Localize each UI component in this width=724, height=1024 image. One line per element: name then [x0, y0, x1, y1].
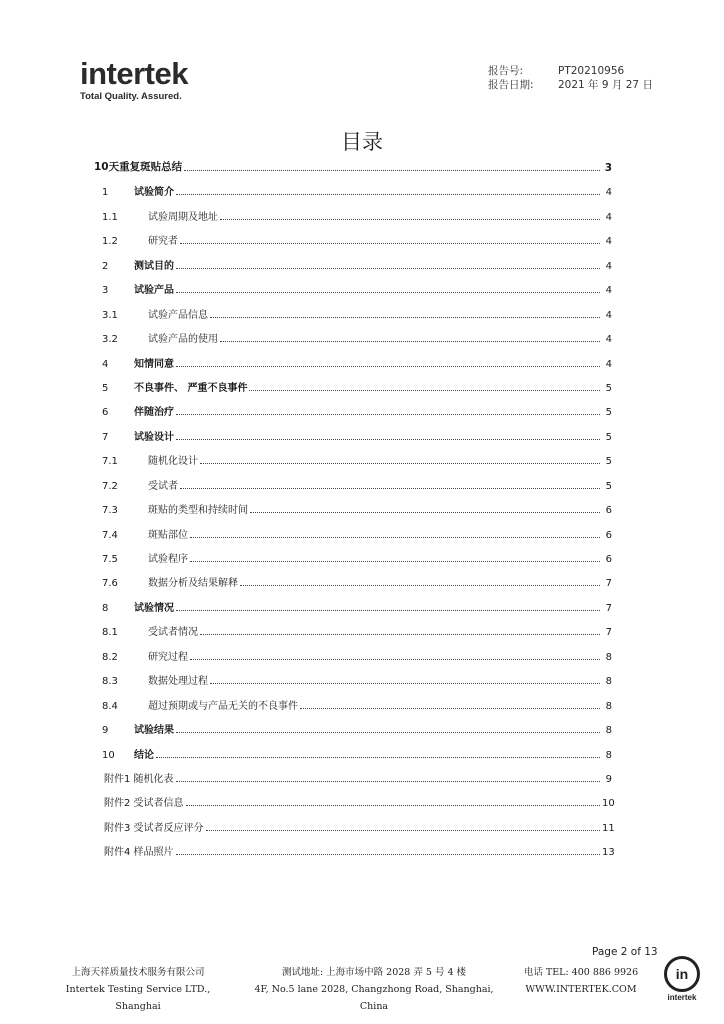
toc-dot-leader — [184, 170, 600, 171]
toc-entry-title: 试验周期及地址 — [148, 211, 218, 223]
toc-entry-number: 5 — [102, 382, 109, 394]
toc-entry-number: 2 — [102, 260, 109, 272]
toc-entry[interactable] — [94, 345, 612, 369]
toc-entry-number: 10 — [102, 749, 115, 761]
toc-entry-title: 附件1 随机化表 — [104, 773, 174, 785]
toc-entry-page: 6 — [605, 505, 612, 517]
toc-entry-page: 10 — [602, 798, 615, 810]
toc-dot-leader — [156, 757, 600, 758]
toc-entry[interactable] — [94, 394, 612, 418]
toc-entry-title: 试验产品信息 — [148, 309, 208, 321]
toc-dot-leader — [206, 830, 600, 831]
toc-entry-page: 6 — [605, 554, 612, 565]
toc-entry-page: 4 — [605, 260, 612, 272]
toc-entry[interactable] — [94, 565, 612, 589]
logo-tagline: Total Quality. Assured. — [80, 91, 182, 102]
toc-entry-number: 7.5 — [102, 554, 118, 565]
toc-entry-page: 13 — [602, 847, 615, 859]
toc-entry-title: 结论 — [134, 749, 154, 761]
toc-entry-number: 9 — [102, 725, 109, 737]
toc-entry-page: 6 — [605, 529, 612, 541]
toc-entry-title: 试验产品 — [134, 285, 174, 297]
toc-entry-number: 3 — [102, 285, 109, 297]
toc-dot-leader — [240, 585, 600, 586]
toc-entry[interactable] — [94, 247, 612, 271]
toc-entry[interactable] — [94, 785, 615, 810]
toc-entry-number: 7.1 — [102, 456, 118, 468]
toc-entry-page: 4 — [605, 309, 612, 321]
toc-dot-leader — [200, 634, 600, 635]
toc-dot-leader — [190, 561, 600, 562]
toc-entry-page: 3 — [604, 162, 612, 174]
toc-entry[interactable] — [94, 467, 612, 491]
toc-entry-title: 试验简介 — [134, 187, 174, 199]
toc-entry-number: 4 — [102, 358, 109, 370]
logo-wordmark: intertek — [80, 56, 188, 91]
toc-entry-title: 附件3 受试者反应评分 — [104, 822, 204, 834]
toc-entry[interactable] — [94, 834, 615, 859]
toc-entry-page: 5 — [605, 407, 612, 419]
report-date: 2021 年 9 月 27 日 — [558, 79, 653, 91]
toc-entry[interactable] — [94, 516, 612, 540]
toc-entry-title: 附件2 受试者信息 — [104, 798, 184, 810]
toc-entry[interactable] — [94, 712, 612, 736]
toc-entry-page: 4 — [605, 236, 612, 248]
toc-entry-title: 受试者情况 — [148, 627, 198, 639]
seal-circle: in — [664, 956, 700, 992]
toc-entry-page: 4 — [605, 334, 612, 346]
toc-entry-page: 8 — [605, 676, 612, 688]
toc-entry-page: 7 — [605, 627, 612, 639]
toc-entry-number: 1 — [102, 187, 109, 199]
toc-entry-number: 8.4 — [102, 700, 118, 712]
toc-dot-leader — [176, 610, 600, 611]
toc-dot-leader — [176, 194, 600, 195]
toc-entry-page: 4 — [605, 285, 612, 297]
toc-entry-title: 10天重复斑贴总结 — [94, 161, 183, 173]
toc-entry-title: 研究过程 — [148, 651, 188, 663]
toc-entry-number: 1.1 — [102, 211, 118, 223]
toc-dot-leader — [210, 317, 600, 318]
toc-entry[interactable] — [94, 370, 612, 394]
toc-entry-page: 5 — [605, 431, 612, 443]
toc-entry[interactable] — [94, 614, 612, 638]
toc-entry[interactable] — [94, 443, 612, 467]
toc-entry-page: 5 — [605, 480, 612, 492]
toc-dot-leader — [176, 366, 600, 367]
toc-entry-title: 试验产品的使用 — [148, 334, 218, 346]
intertek-logo — [80, 58, 188, 102]
toc-entry-number: 1.2 — [102, 236, 118, 248]
toc-entry-number: 8.1 — [102, 627, 118, 639]
toc-entry-page: 8 — [605, 725, 612, 737]
toc-entry-number: 7 — [102, 431, 109, 443]
toc-dot-leader — [220, 219, 600, 220]
toc-entry-page: 8 — [605, 700, 612, 712]
toc-entry-number: 7.3 — [102, 505, 118, 517]
seal-wordmark: intertek — [667, 993, 697, 1002]
toc-entry-number: 3.1 — [102, 309, 118, 321]
toc-entry[interactable] — [94, 663, 612, 687]
toc-entry[interactable] — [94, 761, 612, 785]
toc-entry-title: 研究者 — [148, 236, 178, 248]
toc-entry-page: 11 — [602, 822, 615, 834]
toc-dot-leader — [250, 512, 600, 513]
toc-entry-number: 8.2 — [102, 651, 118, 663]
toc-dot-leader — [190, 659, 600, 660]
toc-dot-leader — [176, 268, 600, 269]
address-en: 4F, No.5 lane 2028, Changzhong Road, Shanghai, China — [254, 984, 494, 1012]
toc-entry[interactable] — [94, 492, 612, 516]
toc-entry[interactable] — [94, 687, 612, 711]
company-en: Intertek Testing Service LTD., Shanghai — [65, 984, 211, 1012]
toc-entry-page: 5 — [605, 382, 612, 394]
toc-entry-title: 试验程序 — [148, 554, 188, 565]
toc-entry-page: 7 — [605, 602, 612, 614]
toc-entry-page: 7 — [605, 578, 612, 590]
toc-entry[interactable] — [94, 541, 612, 565]
toc-entry-page: 9 — [605, 773, 612, 785]
toc-entry-number: 8.3 — [102, 676, 118, 688]
toc-entry-title: 试验情况 — [134, 602, 174, 614]
toc-dot-leader — [220, 341, 600, 342]
toc-entry[interactable] — [94, 296, 612, 320]
intertek-seal-icon — [662, 956, 702, 1006]
toc-entry-title: 伴随治疗 — [134, 407, 174, 419]
toc-entry-title: 受试者 — [148, 480, 178, 492]
toc-entry-number: 3.2 — [102, 334, 118, 346]
toc-entry-number: 7.6 — [102, 578, 118, 590]
toc-entry[interactable] — [94, 589, 612, 613]
toc-dot-leader — [249, 390, 600, 391]
toc-entry[interactable] — [94, 638, 612, 662]
toc-entry-page: 5 — [605, 456, 612, 468]
toc-dot-leader — [176, 732, 600, 733]
toc-entry[interactable] — [94, 223, 612, 247]
toc-entry-title: 测试目的 — [134, 260, 174, 272]
toc-entry[interactable] — [94, 809, 615, 834]
toc-entry-title: 超过预期或与产品无关的不良事件 — [148, 700, 298, 712]
toc-entry-page: 4 — [605, 211, 612, 223]
toc-entry-page: 8 — [605, 651, 612, 663]
website: WWW.INTERTEK.COM — [525, 984, 637, 995]
toc-entry[interactable] — [94, 321, 612, 345]
toc-entry-title: 斑贴的类型和持续时间 — [148, 505, 248, 517]
toc-dot-leader — [176, 292, 600, 293]
toc-entry-title: 斑贴部位 — [148, 529, 188, 541]
toc-dot-leader — [300, 708, 600, 709]
page-number: Page 2 of 13 — [592, 946, 658, 958]
toc-entry-title: 附件4 样品照片 — [104, 847, 174, 859]
toc-dot-leader — [200, 463, 600, 464]
address-cn: 测试地址: 上海市场中路 2028 弄 5 号 4 楼 — [281, 967, 467, 978]
report-info — [488, 64, 653, 92]
toc-entry-title: 知情同意 — [134, 358, 174, 370]
toc-dot-leader — [186, 805, 600, 806]
toc-entry-page: 4 — [605, 187, 612, 199]
report-date-label: 报告日期: — [488, 79, 534, 91]
report-no-label: 报告号: — [488, 65, 524, 77]
toc-entry-number: 7.2 — [102, 480, 118, 492]
toc-dot-leader — [190, 537, 600, 538]
toc-entry-title: 数据分析及结果解释 — [148, 578, 238, 590]
toc-entry-title: 试验设计 — [134, 431, 174, 443]
toc-entry[interactable] — [94, 736, 612, 760]
toc-entry-number: 7.4 — [102, 529, 118, 541]
toc-dot-leader — [180, 488, 600, 489]
toc-entry[interactable] — [94, 152, 612, 174]
toc-entry-title: 不良事件、 严重不良事件 — [134, 382, 248, 394]
toc-dot-leader — [210, 683, 600, 684]
toc-entry-title: 数据处理过程 — [148, 676, 208, 688]
toc-dot-leader — [176, 854, 600, 855]
toc-entry[interactable] — [94, 272, 612, 296]
toc-entry-number: 8 — [102, 602, 109, 614]
table-of-contents — [94, 152, 615, 859]
toc-entry-page: 8 — [605, 749, 612, 761]
company-cn: 上海天祥质量技术服务有限公司 — [71, 967, 205, 978]
toc-entry[interactable] — [94, 198, 612, 222]
toc-entry-title: 试验结果 — [134, 725, 174, 737]
toc-dot-leader — [176, 781, 600, 782]
toc-entry[interactable] — [94, 418, 612, 442]
report-no: PT20210956 — [558, 65, 625, 77]
toc-entry-number: 6 — [102, 407, 109, 419]
toc-dot-leader — [176, 439, 600, 440]
toc-entry-title: 随机化设计 — [148, 456, 198, 468]
toc-entry[interactable] — [94, 174, 612, 198]
toc-entry-page: 4 — [605, 358, 612, 370]
page-title: 目录 — [341, 130, 383, 154]
toc-dot-leader — [176, 414, 600, 415]
phone: 电话 TEL: 400 886 9926 — [523, 967, 639, 978]
toc-dot-leader — [180, 243, 600, 244]
